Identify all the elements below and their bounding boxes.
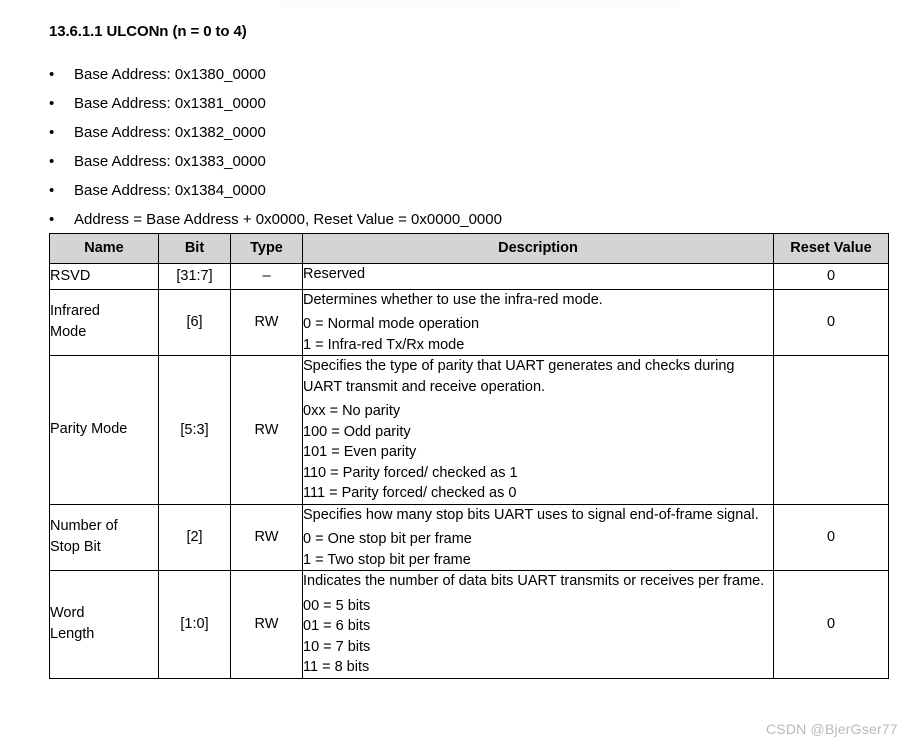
list-item-label: Base Address: 0x1383_0000 bbox=[74, 153, 266, 170]
description-option: 0xx = No parity bbox=[303, 403, 401, 419]
cell-field-name: Number of Stop Bit bbox=[50, 504, 159, 571]
description-option: 0 = One stop bit per frame bbox=[303, 531, 472, 547]
description-intro: Determines whether to use the infra-red mode. bbox=[303, 291, 603, 308]
description-option: 101 = Even parity bbox=[303, 444, 417, 460]
cell-reset-value: 0 bbox=[774, 289, 889, 356]
list-item bbox=[49, 147, 849, 176]
cell-description bbox=[303, 571, 774, 679]
table-row bbox=[50, 264, 889, 290]
list-item bbox=[49, 60, 849, 89]
cell-description bbox=[303, 264, 774, 290]
bullet-icon: • bbox=[49, 153, 55, 170]
table-row bbox=[50, 504, 889, 571]
column-header-type: Type bbox=[231, 234, 303, 264]
cell-reset-value: 0 bbox=[774, 504, 889, 571]
cell-bit-range: [31:7] bbox=[159, 264, 231, 290]
list-item bbox=[49, 118, 849, 147]
cell-access-type: RW bbox=[231, 571, 303, 679]
column-header-reset-value: Reset Value bbox=[774, 234, 889, 264]
cell-bit-range: [5:3] bbox=[159, 356, 231, 505]
cell-reset-value: 0 bbox=[774, 571, 889, 679]
list-item bbox=[49, 205, 849, 234]
description-option: 110 = Parity forced/ checked as 1 bbox=[303, 464, 518, 481]
cell-description bbox=[303, 356, 774, 505]
bullet-icon: • bbox=[49, 95, 55, 112]
list-item-label: Base Address: 0x1382_0000 bbox=[74, 124, 266, 141]
description-option: 0 = Normal mode operation bbox=[303, 316, 480, 332]
column-header-description: Description bbox=[303, 234, 774, 264]
list-item-label: Base Address: 0x1381_0000 bbox=[74, 95, 266, 112]
cell-description bbox=[303, 504, 774, 571]
address-bullet-list bbox=[49, 60, 849, 234]
table-row bbox=[50, 571, 889, 679]
cell-bit-range: [1:0] bbox=[159, 571, 231, 679]
cell-reset-value bbox=[774, 356, 889, 505]
description-intro: Specifies the type of parity that UART generates and checks during UART transmit and receive operation. bbox=[303, 358, 735, 395]
list-item-label: Address = Base Address + 0x0000, Reset Value = 0x0000_0000 bbox=[74, 211, 502, 228]
description-option: 11 = 8 bits bbox=[303, 659, 370, 675]
cell-description bbox=[303, 289, 774, 356]
section-heading: 13.6.1.1 ULCONn (n = 0 to 4) bbox=[49, 23, 247, 40]
description-option: 111 = Parity forced/ checked as 0 bbox=[303, 485, 517, 501]
cell-access-type: – bbox=[231, 264, 303, 290]
cell-access-type: RW bbox=[231, 289, 303, 356]
cell-field-name: RSVD bbox=[50, 264, 159, 290]
bullet-icon: • bbox=[49, 211, 55, 228]
list-item-label: Base Address: 0x1380_0000 bbox=[74, 66, 266, 83]
list-item bbox=[49, 89, 849, 118]
bullet-icon: • bbox=[49, 182, 55, 199]
cell-field-name: Parity Mode bbox=[50, 356, 159, 505]
register-field-table bbox=[49, 233, 889, 679]
description-option: 10 = 7 bits bbox=[303, 638, 371, 655]
cell-field-name: Word Length bbox=[50, 571, 159, 679]
description-intro: Indicates the number of data bits UART transmits or receives per frame. bbox=[303, 573, 765, 589]
description-option: 00 = 5 bits bbox=[303, 597, 371, 614]
table-row bbox=[50, 289, 889, 356]
table-header-row bbox=[50, 234, 889, 264]
description-option: 100 = Odd parity bbox=[303, 423, 411, 440]
watermark: CSDN @BjerGser77 bbox=[766, 721, 898, 737]
description-option: 01 = 6 bits bbox=[303, 618, 371, 634]
cell-reset-value: 0 bbox=[774, 264, 889, 290]
description-option: 1 = Two stop bit per frame bbox=[303, 551, 471, 568]
cell-access-type: RW bbox=[231, 356, 303, 505]
page-top-band bbox=[280, 0, 680, 8]
bullet-icon: • bbox=[49, 66, 55, 83]
column-header-bit: Bit bbox=[159, 234, 231, 264]
description-intro: Specifies how many stop bits UART uses to signal end-of-frame signal. bbox=[303, 506, 759, 523]
list-item-label: Base Address: 0x1384_0000 bbox=[74, 182, 266, 199]
cell-bit-range: [6] bbox=[159, 289, 231, 356]
cell-field-name: Infrared Mode bbox=[50, 289, 159, 356]
cell-access-type: RW bbox=[231, 504, 303, 571]
bullet-icon: • bbox=[49, 124, 55, 141]
column-header-name: Name bbox=[50, 234, 159, 264]
table-row bbox=[50, 356, 889, 505]
description-intro: Reserved bbox=[303, 266, 366, 282]
cell-bit-range: [2] bbox=[159, 504, 231, 571]
table-body bbox=[50, 264, 889, 679]
list-item bbox=[49, 176, 849, 205]
description-option: 1 = Infra-red Tx/Rx mode bbox=[303, 336, 465, 353]
